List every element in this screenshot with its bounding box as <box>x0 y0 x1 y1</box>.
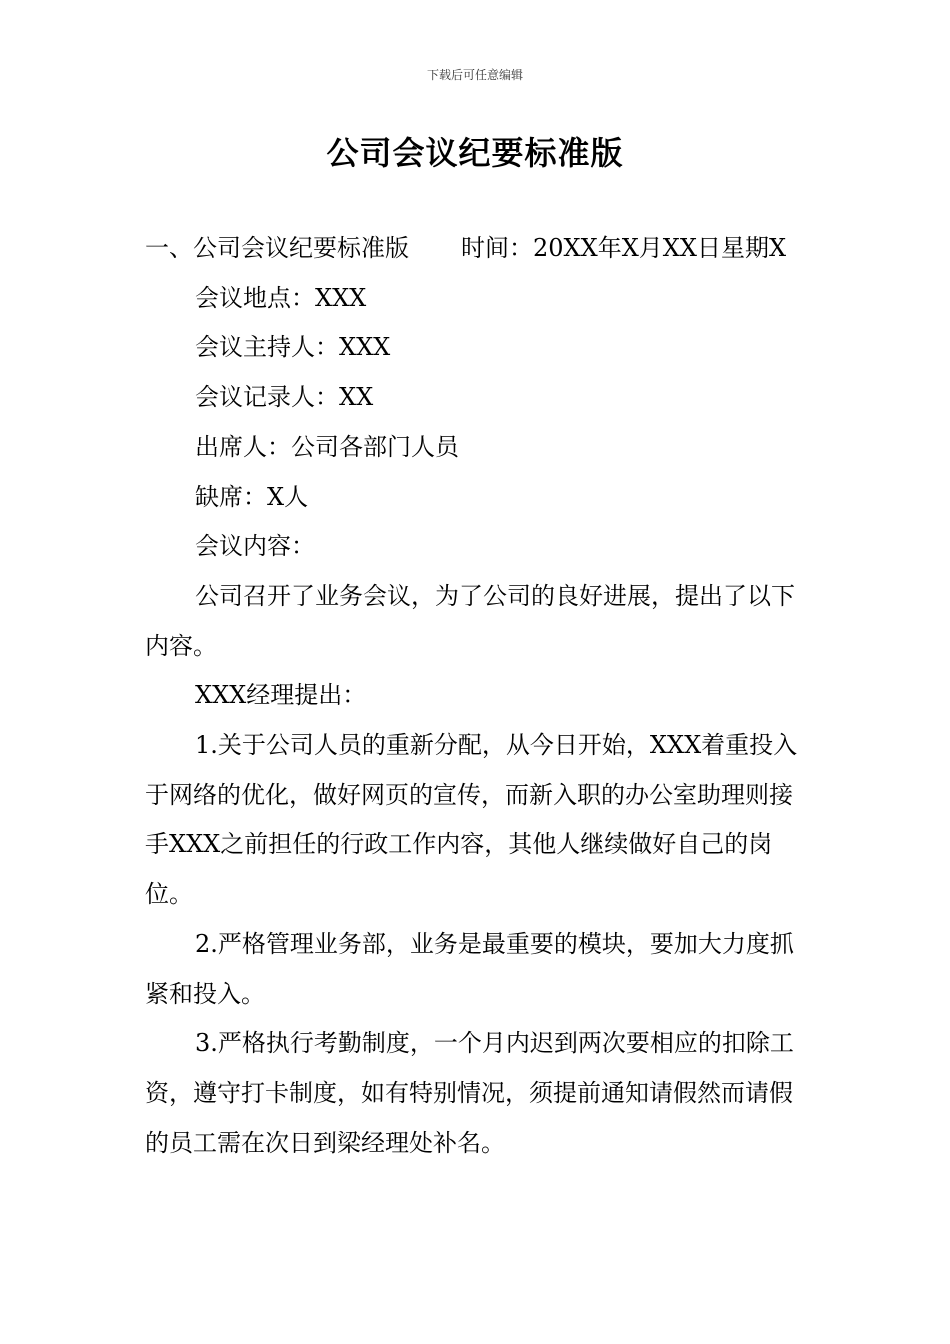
meeting-recorder: 会议记录人：XX <box>195 383 374 412</box>
document-body <box>145 224 807 1168</box>
meeting-absent: 缺席：X人 <box>195 482 309 511</box>
meeting-content-label: 会议内容： <box>195 532 315 561</box>
manager-statement: XXX经理提出： <box>195 681 367 710</box>
meeting-location: 会议地点：XXX <box>195 283 367 312</box>
section-heading-paragraph <box>145 224 807 274</box>
meeting-intro: 公司召开了业务会议，为了公司的良好进展，提出了以下内容。 <box>145 581 795 660</box>
header-note: 下载后可任意编辑 <box>426 68 523 82</box>
document-title: 公司会议纪要标准版 <box>326 134 624 172</box>
meeting-time: 时间：20XX年X月XX日星期X <box>461 234 787 262</box>
meeting-host: 会议主持人：XXX <box>195 333 391 362</box>
agenda-item-2: 2.严格管理业务部，业务是最重要的模块，要加大力度抓紧和投入。 <box>145 929 794 1008</box>
agenda-item-1: 1.关于公司人员的重新分配，从今日开始，XXX着重投入于网络的优化，做好网页的宣传，而新入职的办公室助理则接手XXX之前担任的行政工作内容，其他人继续做好自己的岗位。 <box>145 731 798 909</box>
meeting-attendees: 出席人：公司各部门人员 <box>195 432 459 461</box>
agenda-item-3: 3.严格执行考勤制度，一个月内迟到两次要相应的扣除工资，遵守打卡制度，如有特别情况，须提前通知请假然而请假的员工需在次日到梁经理处补名。 <box>145 1029 794 1157</box>
section-heading: 一、公司会议纪要标准版 <box>145 234 409 262</box>
